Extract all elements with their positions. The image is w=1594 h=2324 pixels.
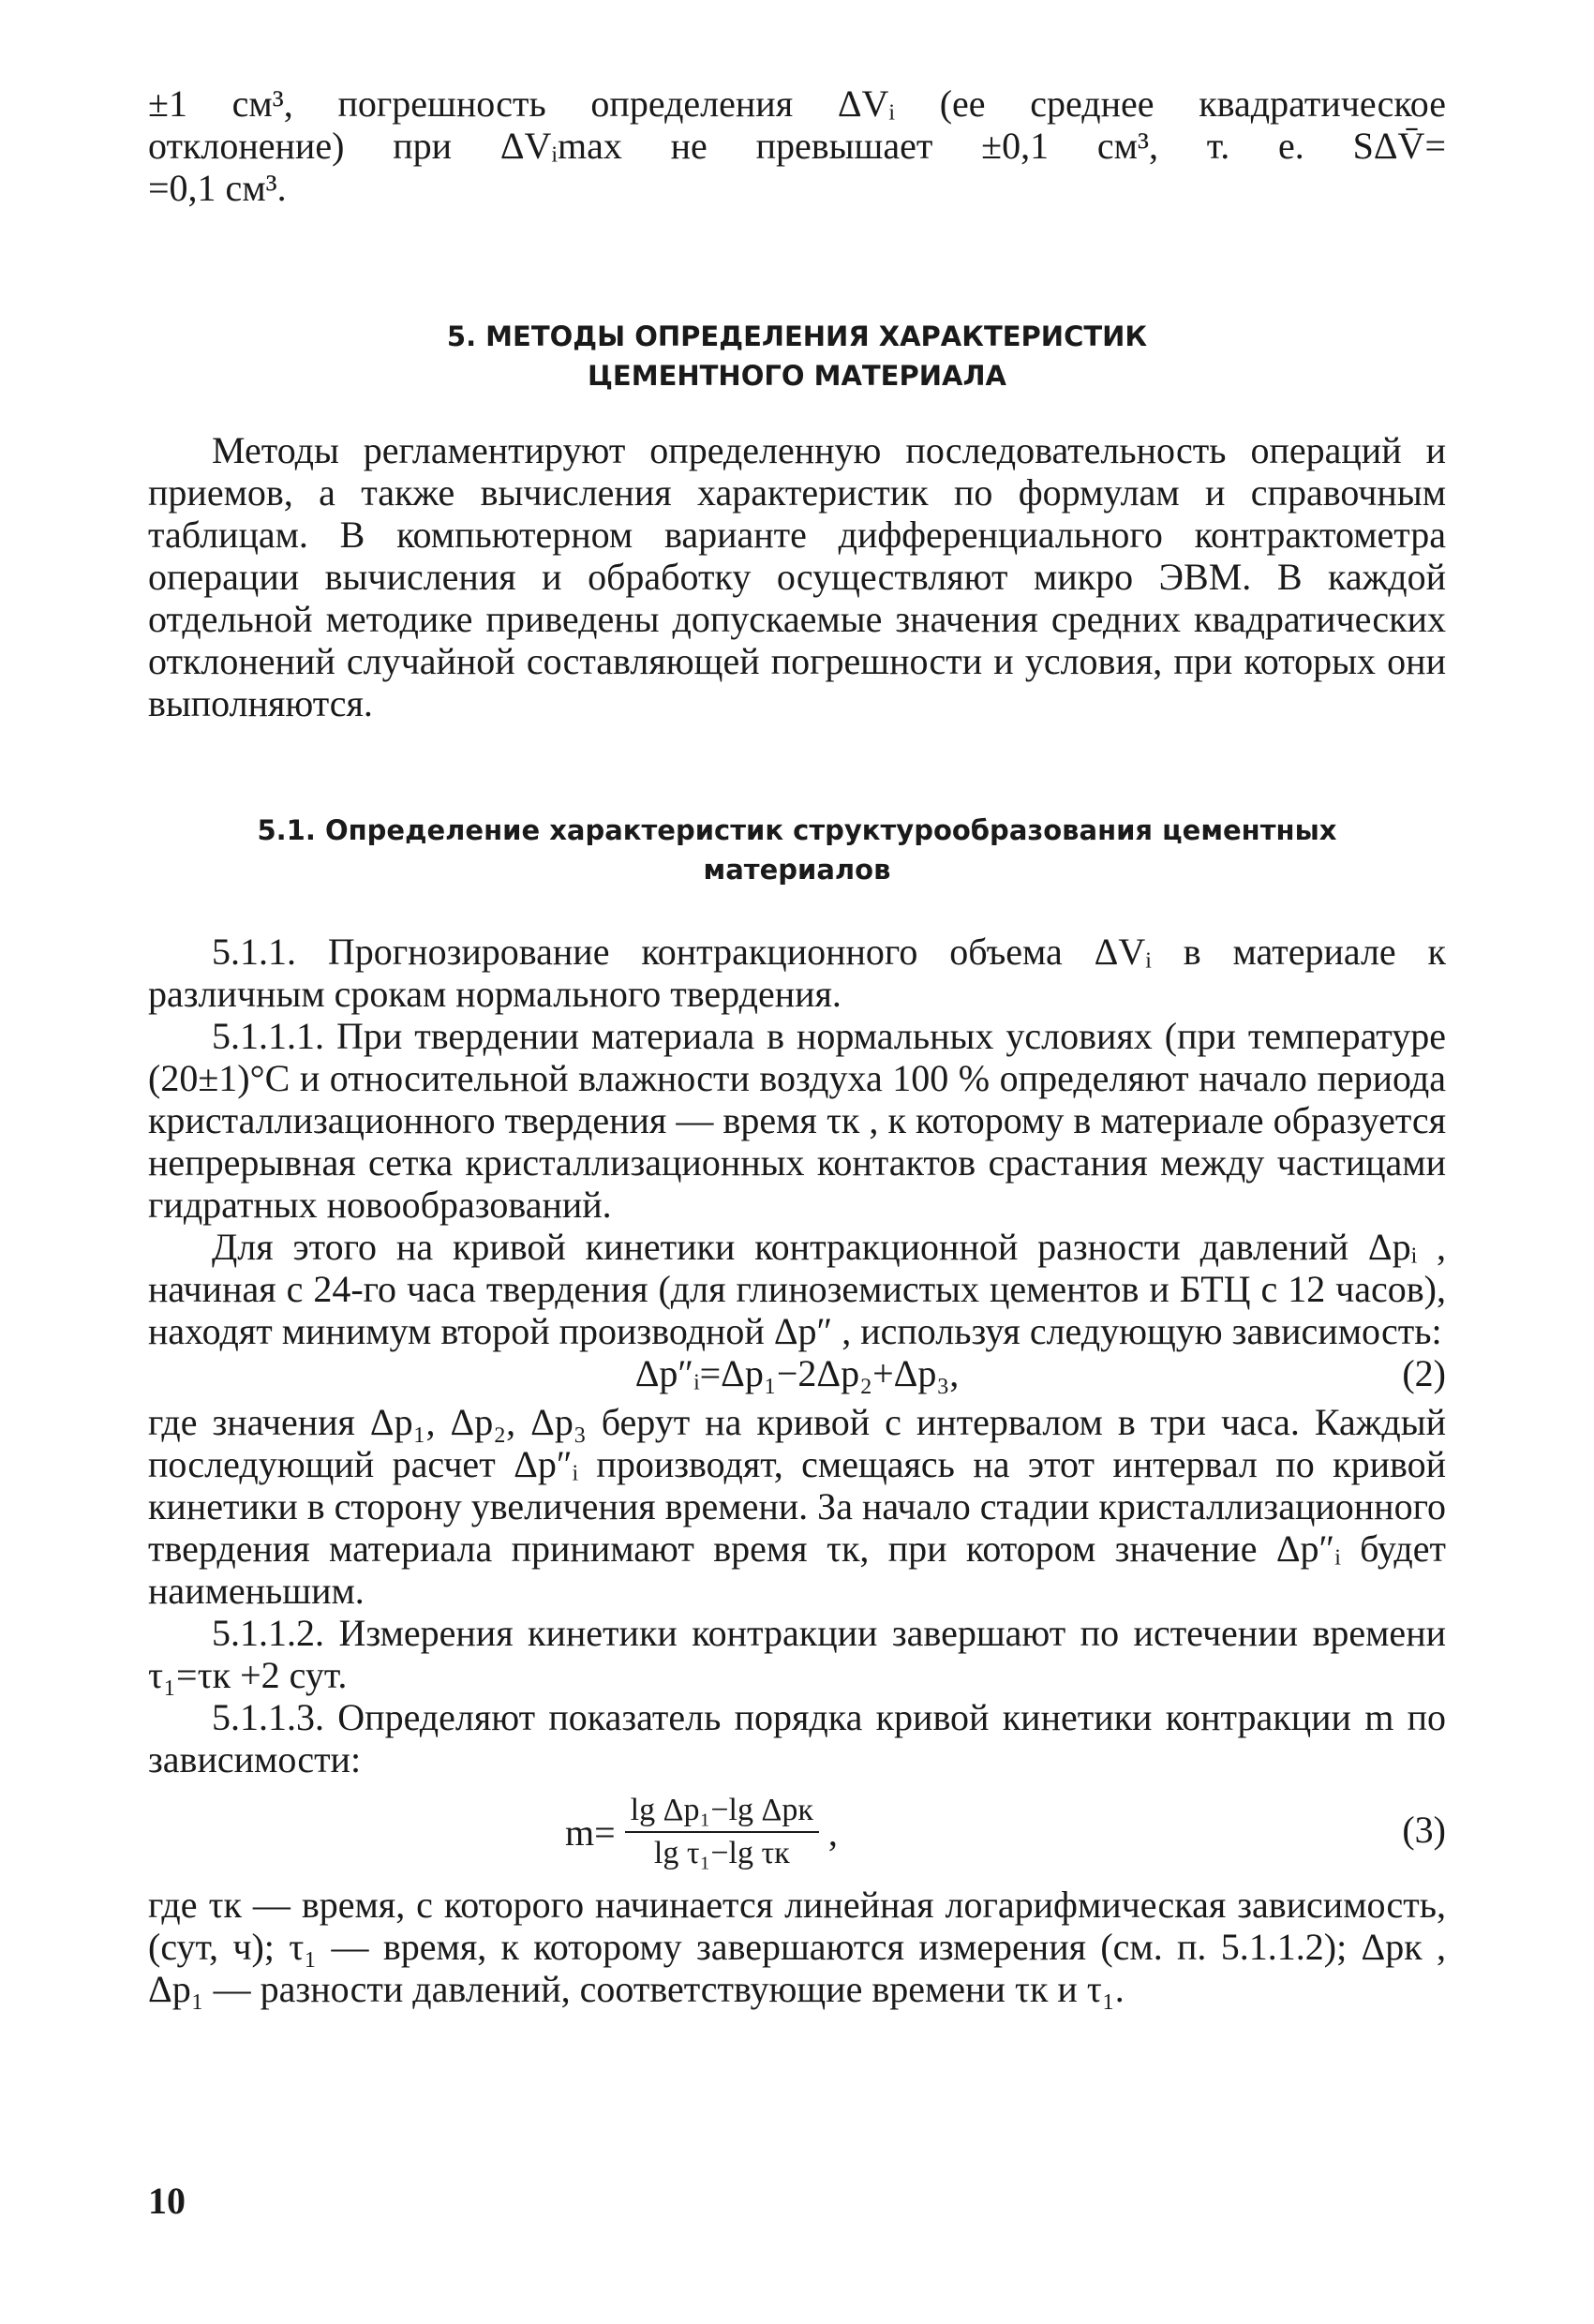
paragraph-where-2: где значения Δp₁, Δp₂, Δp₃ берут на кривой с интервалом в три часа. Каждый последующий расчет Δp″ᵢ производят, смещаясь на этот интервал по кривой кинетики в сторону увеличения времени. За начало стадии кристаллизационного твердения материала принимают время τк, при котором значение Δp″ᵢ будет наименьшим. (148, 1401, 1446, 1612)
intro-line-3: =0,1 см³. (148, 167, 287, 209)
equation-3-comma: , (827, 1810, 838, 1854)
paragraph-5-1-1: 5.1.1. Прогнозирование контракционного объема ΔVᵢ в материале к различным срокам нормального твердения. (148, 931, 1446, 1015)
equation-3-denominator: lg τ₁−lg τк (653, 1836, 790, 1870)
subsection-5-1-title-line-2: материалов (703, 854, 891, 886)
equation-2-number: (2) (1402, 1352, 1446, 1394)
intro-paragraph (148, 82, 1446, 209)
paragraph-where-3: где τк — время, с которого начинается линейная логарифмическая зависимость, (сут, ч); τ₁ — время, к которому завершаются измерения (см. п. 5.1.1.2); Δpк , Δp₁ — разности давлений, соответствующие времени τк и τ₁. (148, 1884, 1446, 2010)
equation-3-fraction (625, 1792, 819, 1872)
section-5-heading (148, 317, 1446, 395)
paragraph-5-1-1-2: 5.1.1.2. Измерения кинетики контракции завершают по истечении времени τ₁=τк +2 сут. (148, 1612, 1446, 1696)
intro-line-1: ±1 см³, погрешность определения ΔVᵢ (ее среднее квадратическое (148, 82, 1446, 125)
section-5-title-line-2: ЦЕМЕНТНОГО МАТЕРИАЛА (588, 360, 1006, 392)
section-5-body (148, 429, 1446, 724)
equation-3-formula (565, 1780, 838, 1884)
page-number: 10 (148, 2180, 186, 2222)
equation-2-formula: Δp″ᵢ=Δp₁−2Δp₂+Δp₃, (634, 1352, 960, 1394)
paragraph-5-1-1-1: 5.1.1.1. При твердении материала в нормальных условиях (при температуре (20±1)°C и относительной влажности воздуха 100 % определяют начало периода кристаллизационного твердения — время τк , к которому в материале образуется непрерывная сетка кристаллизационных контактов срастания между частицами гидратных новообразований. (148, 1015, 1446, 1226)
intro-line-2: отклонение) при ΔVᵢmax не превышает ±0,1 см³, т. е. SΔV̄= (148, 125, 1446, 167)
equation-3 (148, 1780, 1446, 1884)
subsection-5-1-heading (148, 811, 1446, 889)
section-5-title-line-1: 5. МЕТОДЫ ОПРЕДЕЛЕНИЯ ХАРАКТЕРИСТИК (446, 320, 1148, 352)
equation-2 (148, 1352, 1446, 1401)
equation-3-number: (3) (1402, 1809, 1446, 1851)
equation-3-lhs: m= (565, 1810, 616, 1854)
paragraph-for-this: Для этого на кривой кинетики контракционной разности давлений Δpᵢ , начиная с 24-го часа твердения (для глиноземистых цементов и БТЦ с 12 часов), находят минимум второй производной Δp″ , используя следующую зависимость: (148, 1226, 1446, 1352)
paragraph-5-1-1-3: 5.1.1.3. Определяют показатель порядка кривой кинетики контракции m по зависимости: (148, 1696, 1446, 1780)
section-5-paragraph: Методы регламентируют определенную последовательность операций и приемов, а также вычисления характеристик по формулам и справочным таблицам. В компьютерном варианте дифференциального контрактометра операции вычисления и обработку осуществляют микро ЭВМ. В каждой отдельной методике приведены допускаемые значения средних квадратических отклонений случайной составляющей погрешности и условия, при которых они выполняются. (148, 429, 1446, 724)
main-body (148, 931, 1446, 2010)
subsection-5-1-title-line-1: 5.1. Определение характеристик структурообразования цементных (257, 814, 1337, 846)
equation-3-numerator: lg Δp₁−lg Δpк (625, 1792, 819, 1833)
